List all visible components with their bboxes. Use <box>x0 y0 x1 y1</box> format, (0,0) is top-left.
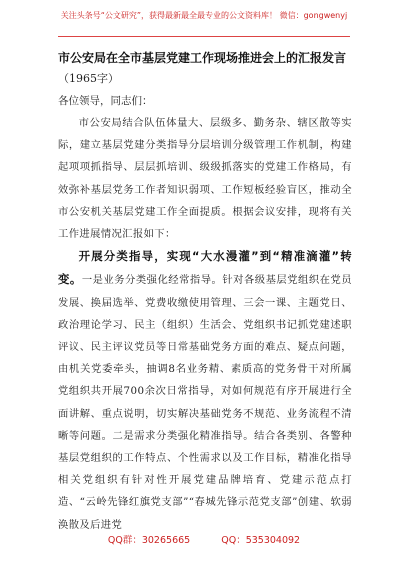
section1-paragraph <box>58 245 352 536</box>
footer-contact <box>0 532 408 546</box>
greeting: 各位领导，同志们： <box>58 95 153 107</box>
section1-body: 一是业务分类强化经常指导。针对各级基层党组织在党员发展、换届选举、党费收缴使用管理、三会一课、主题党日、政治理论学习、民主（组织）生活会、党组织书记抓党建述职评议、民主评议党员等日常基础党务方面的难点、疑点问题，由机关党委牵头，抽调8名业务精、素质高的党务骨干对所属党组织共开展700余次日常指导，对如何规范有序开展进行全面讲解、重点说明，切实解决基础党务不规范、业务流程不清晰等问题。二是需求分类强化精准指导。结合各类别、各警种基层党组织的工作特点、个性需求以及工作目标，精准化指导相关党组织有针对性开展党建品牌培育、党建示范点打造、“云岭先锋红旗党支部”“春城先锋示范党支部”创建、软弱涣散及后进党 <box>58 274 352 531</box>
word-count: （1965字） <box>58 72 119 85</box>
document-body <box>58 47 352 536</box>
header-banner: 关注头条号“公文研究”，获得最新最全最专业的公文资料库！ 微信：gongwenyj <box>60 11 348 20</box>
document-title: 市公安局在全市基层党建工作现场推进会上的汇报发言 <box>58 51 347 65</box>
header-divider <box>58 36 350 37</box>
footer-qq-group: QQ群：30265665 <box>107 535 191 546</box>
intro-paragraph: 市公安局结合队伍体量大、层级多、勤务杂、辖区散等实际，建立基层党建分类指导分层培训分级管理工作机制，构建起项项抓指导、层层抓培训、级级抓落实的党建工作格局，有效弥补基层党务工作者知识弱项、工作短板经验盲区，推动全市公安机关基层党建工作全面提质。根据会议安排，现将有关工作进展情况汇报如下： <box>58 117 352 241</box>
section1-heading: 开展分类指导，实现“大水漫灌”到“精准滴灌”转变。 <box>58 249 352 287</box>
footer-qq: QQ：535304092 <box>221 535 301 546</box>
